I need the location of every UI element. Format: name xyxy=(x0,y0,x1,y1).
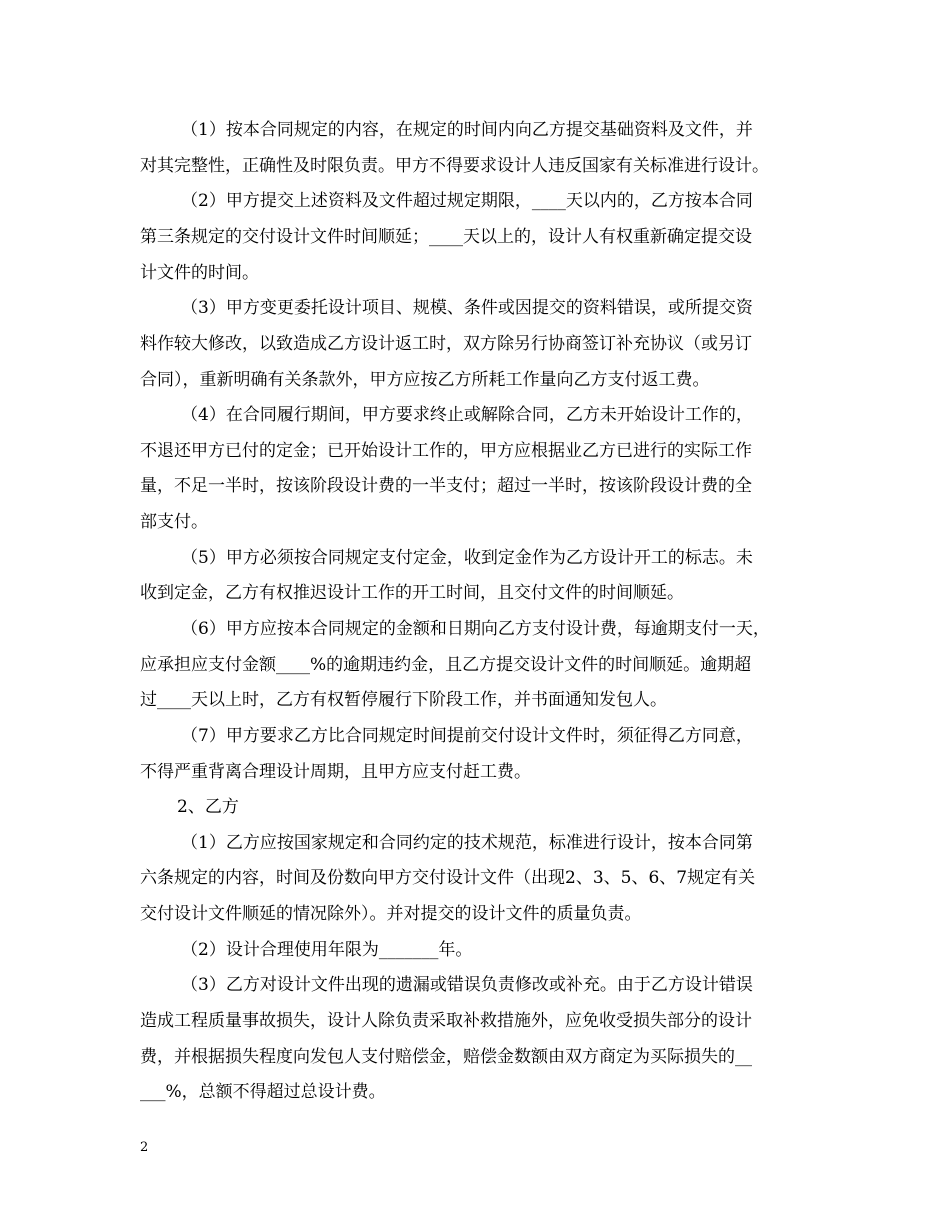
text-line: 不得严重背离合理设计周期，且甲方应支付赶工费。 xyxy=(140,762,531,782)
text-line: （6）甲方应按本合同规定的金额和日期向乙方支付设计费，每逾期支付一天， xyxy=(181,619,770,639)
text-line: 应承担应支付金额____%的逾期违约金，且乙方提交设计文件的时间顺延。逾期超 xyxy=(140,655,752,675)
text-line: 计文件的时间。 xyxy=(140,263,259,283)
text-line: 对其完整性，正确性及时限负责。甲方不得要求设计人违反国家有关标准进行设计。 xyxy=(140,156,769,176)
page-number: 2 xyxy=(140,1140,149,1155)
text-line: 收到定金，乙方有权推迟设计工作的开工时间，且交付文件的时间顺延。 xyxy=(140,583,684,603)
text-line: ___%，总额不得超过总设计费。 xyxy=(140,1082,386,1102)
text-line: 部支付。 xyxy=(140,512,208,532)
text-line: （7）甲方要求乙方比合同规定时间提前交付设计文件时，须征得乙方同意， xyxy=(181,726,753,746)
text-line: （2）甲方提交上述资料及文件超过规定期限，____天以内的，乙方按本合同 xyxy=(181,191,753,211)
text-line: 过____天以上时，乙方有权暂停履行下阶段工作，并书面通知发包人。 xyxy=(140,690,667,710)
text-line: （5）甲方必须按合同规定支付定金，收到定金作为乙方设计开工的标志。未 xyxy=(181,548,753,568)
text-line: 合同），重新明确有关条款外，甲方应按乙方所耗工作量向乙方支付返工费。 xyxy=(140,370,710,390)
text-line: 费，并根据损失程度向发包人支付赔偿金，赔偿金数额由双方商定为买际损失的__ xyxy=(140,1047,752,1067)
text-line: 六条规定的内容，时间及份数向甲方交付设计文件（出现2、3、5、6、7规定有关 xyxy=(140,868,756,888)
text-line: 不退还甲方已付的定金；已开始设计工作的，甲方应根据业乙方已进行的实际工作 xyxy=(140,441,752,461)
section-heading: 2、乙方 xyxy=(177,797,239,817)
text-line: （1）按本合同规定的内容，在规定的时间内向乙方提交基础资料及文件，并 xyxy=(181,120,753,140)
text-line: 第三条规定的交付设计文件时间顺延；____天以上的，设计人有权重新确定提交设 xyxy=(140,227,752,247)
text-line: 料作较大修改，以致造成乙方设计返工时，双方除另行协商签订补充协议（或另订 xyxy=(140,334,752,354)
text-line: （3）甲方变更委托设计项目、规模、条件或因提交的资料错误，或所提交资 xyxy=(181,298,753,318)
text-line: （3）乙方对设计文件出现的遗漏或错误负责修改或补充。由于乙方设计错误 xyxy=(181,975,753,995)
text-line: 量，不足一半时，按该阶段设计费的一半支付；超过一半时，按该阶段设计费的全 xyxy=(140,476,752,496)
text-line: （4）在合同履行期间，甲方要求终止或解除合同，乙方未开始设计工作的， xyxy=(181,405,753,425)
text-line: 造成工程质量事故损失，设计人除负责采取补救措施外，应免收受损失部分的设计 xyxy=(140,1011,752,1031)
text-line: 交付设计文件顺延的情况除外）。并对提交的设计文件的质量负责。 xyxy=(140,904,642,924)
text-line: （2）设计合理使用年限为_______年。 xyxy=(181,940,473,960)
text-line: （1）乙方应按国家规定和合同约定的技术规范，标准进行设计，按本合同第 xyxy=(181,833,753,853)
